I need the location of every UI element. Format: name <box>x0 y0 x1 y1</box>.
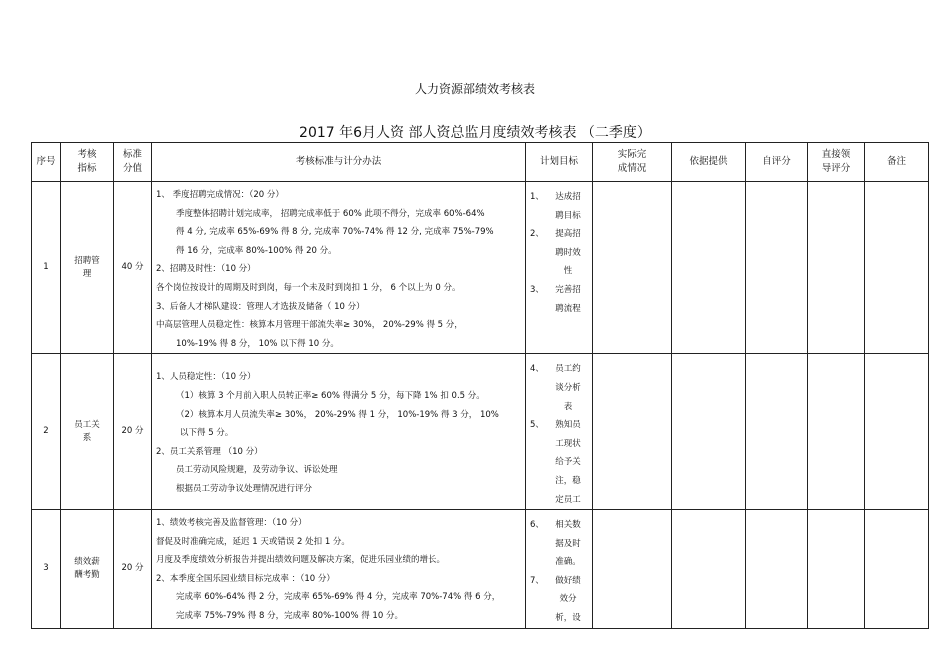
standard-line: 督促及时准确完成，延迟 1 天或错误 2 处扣 1 分。 <box>156 536 350 547</box>
standard-line: 月度及季度绩效分析报告并提出绩效问题及解决方案，促进乐园业绩的增长。 <box>156 555 446 566</box>
standard-cell <box>152 510 526 629</box>
form-title: 2017 年6月人资 部人资总监月度绩效考核表 （二季度） <box>299 125 651 141</box>
seq-cell: 1 <box>32 182 61 354</box>
standard-line: 完成率 60%-64% 得 2 分，完成率 65%-69% 得 4 分，完成率 70%-74% 得 6 分， <box>176 592 501 603</box>
table-row <box>32 510 929 629</box>
header-item: 考核 指标 <box>61 143 114 182</box>
remark-cell[interactable] <box>865 354 929 510</box>
target-item: 1、 达成招 聘目标 <box>530 192 581 221</box>
basis-cell[interactable] <box>672 182 746 354</box>
standard-line: 1、 季度招聘完成情况：（20 分） <box>156 190 284 200</box>
self-score-cell[interactable] <box>746 354 808 510</box>
standard-line: 2、招聘及时性：（10 分） <box>156 264 256 275</box>
header-basis: 依据提供 <box>672 143 746 182</box>
item-cell: 绩效薪 酬考勤 <box>61 510 114 629</box>
item-cell: 员工关 系 <box>61 354 114 510</box>
weight-cell: 40 分 <box>114 182 152 354</box>
actual-cell[interactable] <box>593 510 672 629</box>
standard-line: 各个岗位按设计的周期及时到岗，每一个未及时到岗扣 1 分， 6 个以上为 0 分。 <box>156 282 461 293</box>
standard-line: 季度整体招聘计划完成率， 招聘完成率低于 60% 此项不得分，完成率 60%-64% <box>176 208 485 219</box>
standard-cell <box>152 354 526 510</box>
header-standard: 考核标准与计分办法 <box>152 143 526 182</box>
target-item: 7、 做好绩 效分 析，设 <box>530 575 581 624</box>
actual-cell[interactable] <box>593 354 672 510</box>
standard-line: 3、后备人才梯队建设：管理人才选拔及储备（ 10 分） <box>156 301 365 312</box>
target-item: 6、 相关数 据及时 准确。 <box>530 520 581 568</box>
standard-line: 员工劳动风险规避，及劳动争议、诉讼处理 <box>176 465 338 476</box>
header-actual: 实际完 成情况 <box>593 143 672 182</box>
target-item: 5、 熟知员 工现状 给予关 注，稳 定员工 <box>530 420 581 505</box>
standard-line: 10%-19% 得 8 分， 10% 以下得 10 分。 <box>176 338 339 349</box>
remark-cell[interactable] <box>865 182 929 354</box>
header-remark: 备注 <box>865 143 929 182</box>
kpi-table <box>31 142 929 629</box>
document-title: 人力资源部绩效考核表 <box>414 82 535 96</box>
header-target: 计划目标 <box>526 143 593 182</box>
standard-line: （1）核算 3 个月前入职人员转正率≥ 60% 得满分 5 分，每下降 1% 扣 0.5 分。 <box>176 390 485 401</box>
item-cell: 招聘管 理 <box>61 182 114 354</box>
standard-line: （2）核算本月人员流失率≥ 30%， 20%-29% 得 1 分， 10%-19% 得 3 分， 10% <box>176 409 499 420</box>
standard-line: 1、绩效考核完善及监督管理：（10 分） <box>156 518 307 529</box>
target-cell <box>526 510 593 629</box>
table-row <box>32 354 929 510</box>
standard-line: 以下得 5 分。 <box>180 428 234 439</box>
seq-cell: 2 <box>32 354 61 510</box>
remark-cell[interactable] <box>865 510 929 629</box>
standard-line: 得 4 分, 完成率 65%-69% 得 8 分, 完成率 70%-74% 得 12 分, 完成率 75%-79% <box>176 227 494 238</box>
basis-cell[interactable] <box>672 354 746 510</box>
self-score-cell[interactable] <box>746 182 808 354</box>
leader-score-cell[interactable] <box>808 182 865 354</box>
weight-cell: 20 分 <box>114 510 152 629</box>
target-cell <box>526 182 593 354</box>
leader-score-cell[interactable] <box>808 510 865 629</box>
actual-cell[interactable] <box>593 182 672 354</box>
self-score-cell[interactable] <box>746 510 808 629</box>
header-leader-score: 直接领 导评分 <box>808 143 865 182</box>
standard-line: 中高层管理人员稳定性：核算本月管理干部流失率≥ 30%， 20%-29% 得 5 分， <box>156 320 463 331</box>
basis-cell[interactable] <box>672 510 746 629</box>
leader-score-cell[interactable] <box>808 354 865 510</box>
standard-line: 2、员工关系管理 （10 分） <box>156 446 263 457</box>
standard-line: 2、本季度全国乐园业绩目标完成率 ：（10 分） <box>156 573 335 584</box>
standard-line: 完成率 75%-79% 得 8 分，完成率 80%-100% 得 10 分。 <box>176 611 403 622</box>
header-weight: 标准 分值 <box>114 143 152 182</box>
target-item: 2、 提高招 聘时效 性 <box>530 229 581 277</box>
table-header-row <box>32 143 929 182</box>
seq-cell: 3 <box>32 510 61 629</box>
standard-line: 1、人员稳定性：（10 分） <box>156 372 256 383</box>
target-cell <box>526 354 593 510</box>
standard-line: 根据员工劳动争议处理情况进行评分 <box>176 483 313 494</box>
weight-cell: 20 分 <box>114 354 152 510</box>
standard-cell <box>152 182 526 354</box>
target-item: 4、 员工约 谈分析 表 <box>530 364 581 412</box>
target-item: 3、 完善招 聘流程 <box>530 284 581 314</box>
table-row <box>32 182 929 354</box>
header-self-score: 自评分 <box>746 143 808 182</box>
standard-line: 得 16 分，完成率 80%-100% 得 20 分。 <box>176 245 337 256</box>
header-seq: 序号 <box>32 143 61 182</box>
